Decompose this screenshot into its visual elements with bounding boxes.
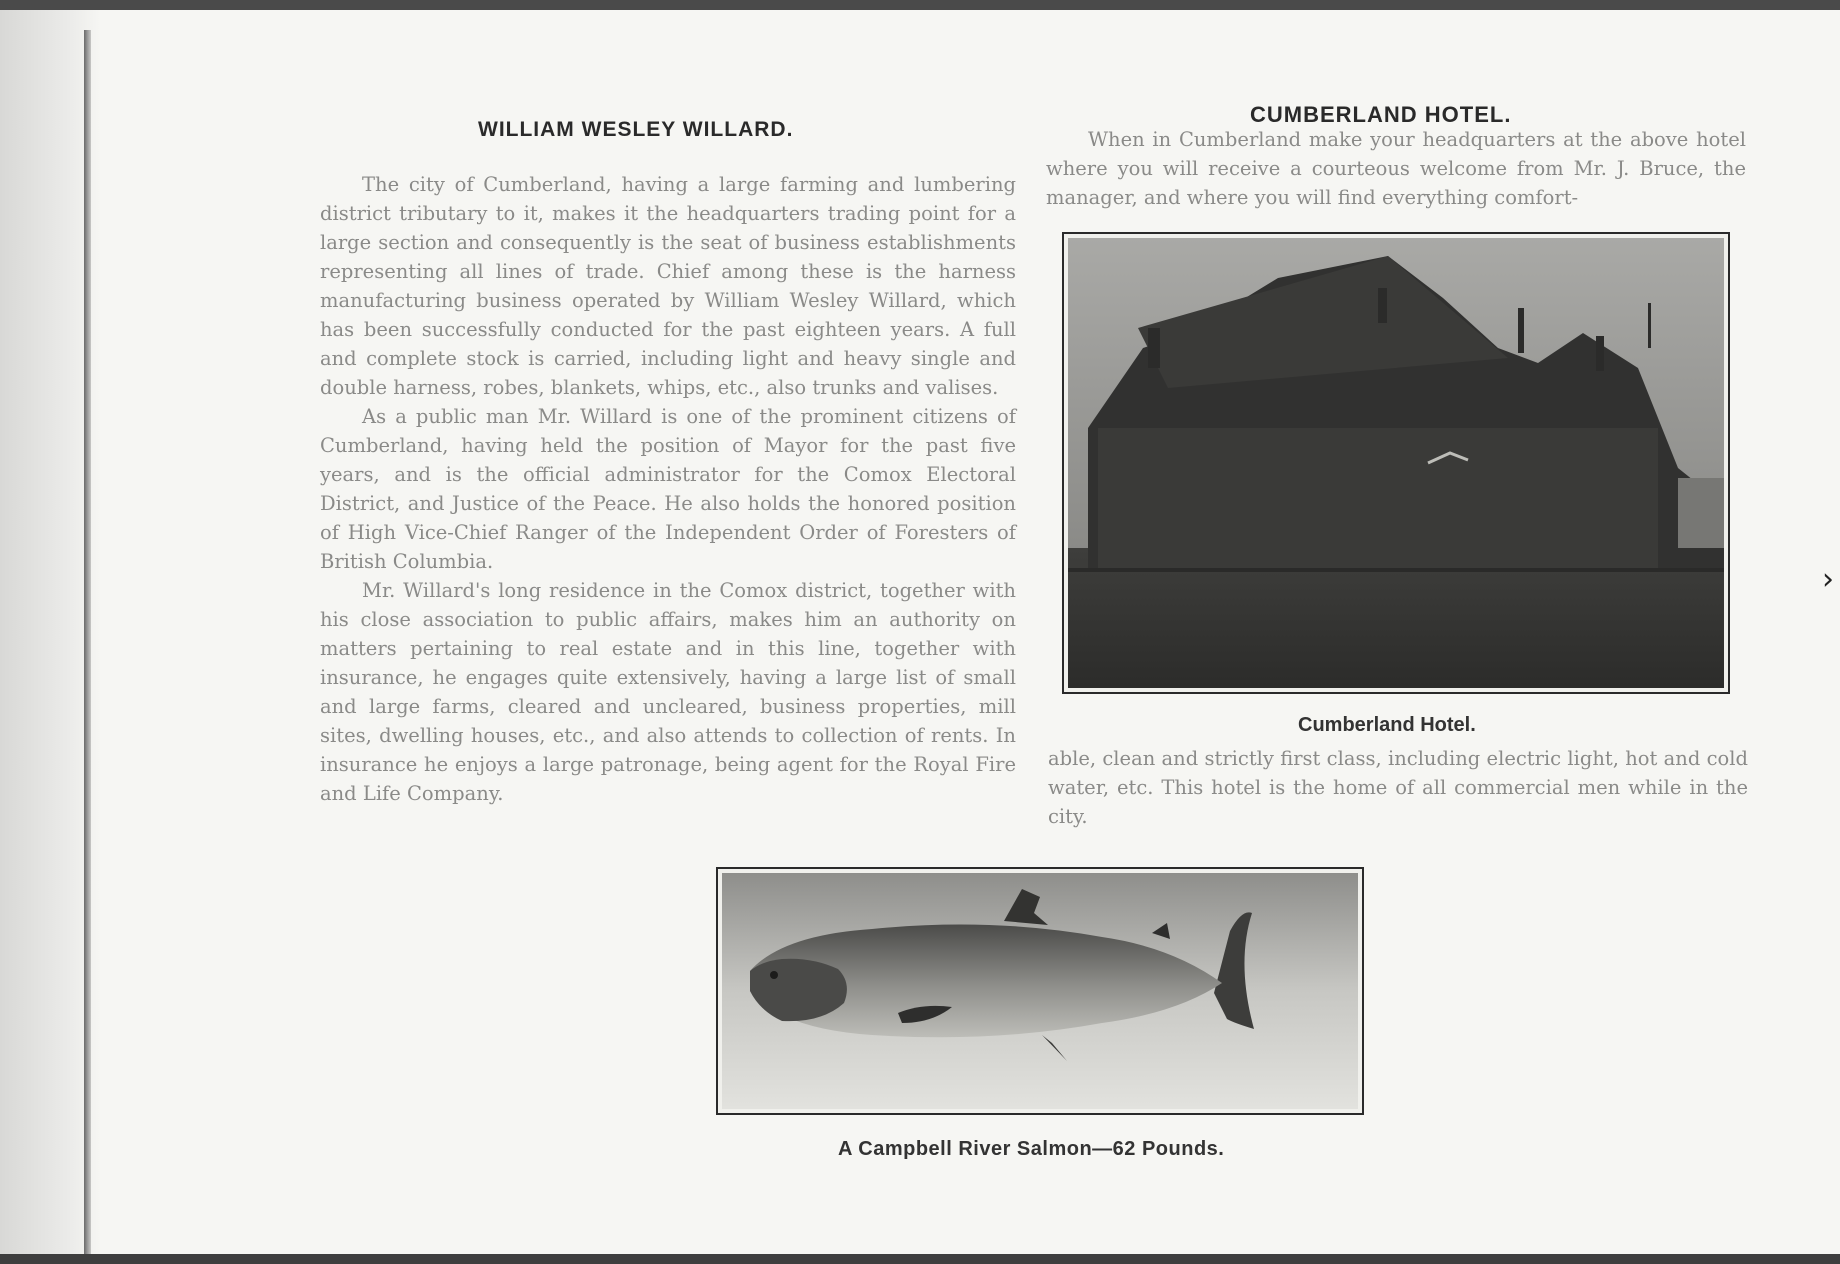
willard-paragraph-1: The city of Cumberland, having a large farming and lumbering district tributary to it, makes it the headquarters trading point for a large section and consequently is the seat of business establishments representing all lines of trade. Chief among these is the harness manufacturing business operated by William Wesley Willard, which has been successfully conducted for the past eighteen years. A full and complete stock is carried, including light and heavy single and double harness, robes, blankets, whips, etc., also trunks and valises.: [320, 173, 1016, 399]
salmon-photo-image: [722, 873, 1358, 1109]
hotel-continuation: [1048, 744, 1748, 831]
binding-edge: [84, 30, 91, 1254]
hotel-photo-caption: Cumberland Hotel.: [1298, 714, 1476, 736]
bottom-edge-bar: [0, 1254, 1840, 1264]
willard-paragraph-3: Mr. Willard's long residence in the Comox district, together with his close association to public affairs, makes him an authority on matters pertaining to real estate and in this line, together with insurance, he engages quite extensively, having a large list of small and large farms, cleared and uncleared, business properties, mill sites, dwelling houses, etc., and also attends to collection of rents. In insurance he enjoys a large patronage, being agent for the Royal Fire and Life Company.: [320, 579, 1016, 805]
hotel-continuation-text: able, clean and strictly first class, including electric light, hot and cold water, etc. This hotel is the home of all commercial men while in the city.: [1048, 747, 1748, 828]
willard-paragraph-2: As a public man Mr. Willard is one of the prominent citizens of Cumberland, having held the position of Mayor for the past five years, and is the official administrator for the Comox Electoral District, and Justice of the Peace. He also holds the honored position of High Vice-Chief Ranger of the Independent Order of Foresters of British Columbia.: [320, 405, 1016, 573]
hotel-photo-image: [1068, 238, 1724, 688]
chevron-right-icon[interactable]: ›: [1822, 562, 1834, 597]
willard-article: [320, 170, 1016, 808]
hotel-heading: CUMBERLAND HOTEL.: [1250, 102, 1512, 127]
hotel-photo: [1062, 232, 1730, 694]
hotel-intro: [1046, 125, 1746, 212]
salmon-caption: A Campbell River Salmon—62 Pounds.: [838, 1138, 1225, 1160]
document-page: [0, 10, 1840, 1254]
salmon-photo: [716, 867, 1364, 1115]
willard-heading: WILLIAM WESLEY WILLARD.: [478, 118, 794, 141]
hotel-intro-text: When in Cumberland make your headquarters at the above hotel where you will receive a courteous welcome from Mr. J. Bruce, the manager, and where you will find everything comfort-: [1046, 128, 1746, 209]
